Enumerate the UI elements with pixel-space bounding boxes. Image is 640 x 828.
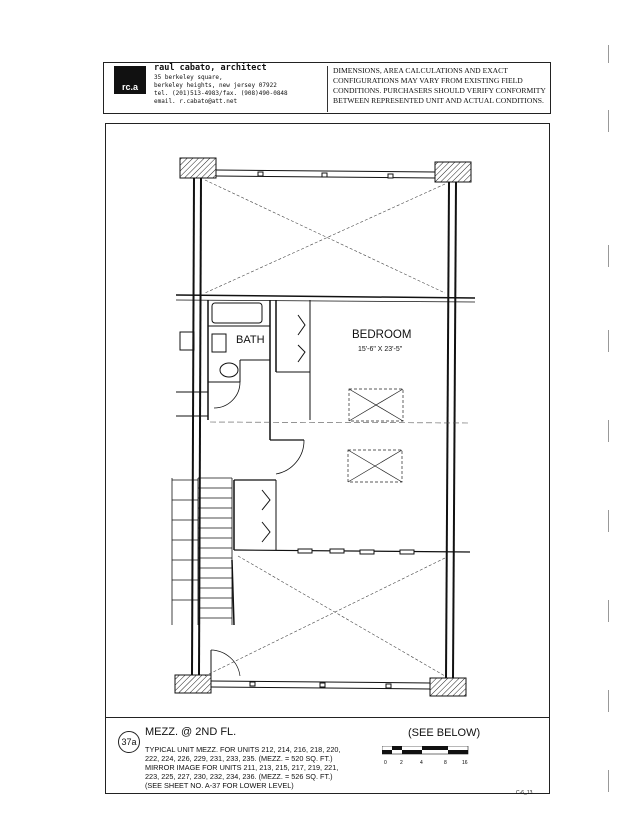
unit-note: 222, 224, 226, 229, 231, 233, 235. (MEZZ. = 520 SQ. FT.) [145, 754, 333, 763]
column-bottom-left [175, 675, 211, 693]
address-line: 35 berkeley square, [154, 74, 223, 81]
phone-line: tel. (201)513-4983/fax. (908)490-0848 [154, 90, 288, 97]
open-to-below-top [205, 180, 445, 293]
unit-note: 223, 225, 227, 230, 232, 234, 236. (MEZZ. = 526 SQ. FT.) [145, 772, 333, 781]
sheet-code: C-6_13 [516, 790, 533, 796]
bottom-window-wall [211, 681, 430, 689]
top-window-wall [216, 170, 435, 178]
binding-mark [608, 330, 609, 352]
bedroom-closet [240, 300, 310, 420]
see-below-note: (SEE BELOW) [408, 727, 481, 739]
staircase [172, 478, 234, 625]
drawing-number-badge: 37a [118, 731, 140, 753]
dashed-beam-line [210, 422, 470, 423]
disclaimer-text: DIMENSIONS, AREA CALCULATIONS AND EXACT CONFIGURATIONS MAY VARY FROM EXISTING FIELD CONDITIONS. PURCHASERS SHOULD VERIFY CONFORMITY BETWEEN REPRESENTED UNIT AND ACTUAL CONDITIONS. [333, 66, 546, 105]
bedroom-dimensions: 15'-6" X 23'-5" [358, 346, 403, 353]
binding-mark [608, 510, 609, 532]
bedroom-label: BEDROOM [352, 329, 412, 341]
binding-mark [608, 770, 609, 792]
address-line: berkeley heights, new jersey 07922 [154, 82, 277, 89]
scale-tick-label: 4 [420, 760, 423, 766]
left-wall [192, 178, 201, 675]
unit-note: MIRROR IMAGE FOR UNITS 211, 213, 215, 217, 219, 221, [145, 763, 339, 772]
entry-door [211, 650, 240, 676]
unit-note: TYPICAL UNIT MEZZ. FOR UNITS 212, 214, 216, 218, 220, [145, 745, 341, 754]
binding-mark [608, 45, 609, 63]
mezz-edge-top-inner [176, 300, 475, 302]
skylight [348, 389, 403, 482]
bath-area [176, 300, 270, 440]
graphic-scale-bar [382, 746, 474, 768]
scale-tick-label: 0 [384, 760, 387, 766]
binding-mark [608, 690, 609, 712]
drawing-title: MEZZ. @ 2ND FL. [145, 726, 237, 738]
scale-tick-label: 8 [444, 760, 447, 766]
binding-mark [608, 110, 609, 132]
architect-logo: rc.a [114, 66, 146, 94]
mezz-edge-top [176, 295, 475, 298]
scale-tick-label: 2 [400, 760, 403, 766]
binding-mark [608, 600, 609, 622]
column-bottom-right [430, 678, 466, 696]
scale-tick-label: 16 [462, 760, 468, 766]
email-line: email. r.cabato@att.net [154, 98, 238, 105]
bath-label: BATH [236, 334, 265, 346]
binding-mark [608, 245, 609, 267]
architect-name: raul cabato, architect [154, 63, 267, 73]
hallway [234, 440, 470, 552]
column-top-right [435, 162, 471, 182]
open-to-below-bottom [205, 556, 445, 676]
unit-note: (SEE SHEET NO. A-37 FOR LOWER LEVEL) [145, 781, 294, 790]
column-top-left [180, 158, 216, 178]
right-wall [446, 182, 456, 678]
binding-mark [608, 420, 609, 442]
